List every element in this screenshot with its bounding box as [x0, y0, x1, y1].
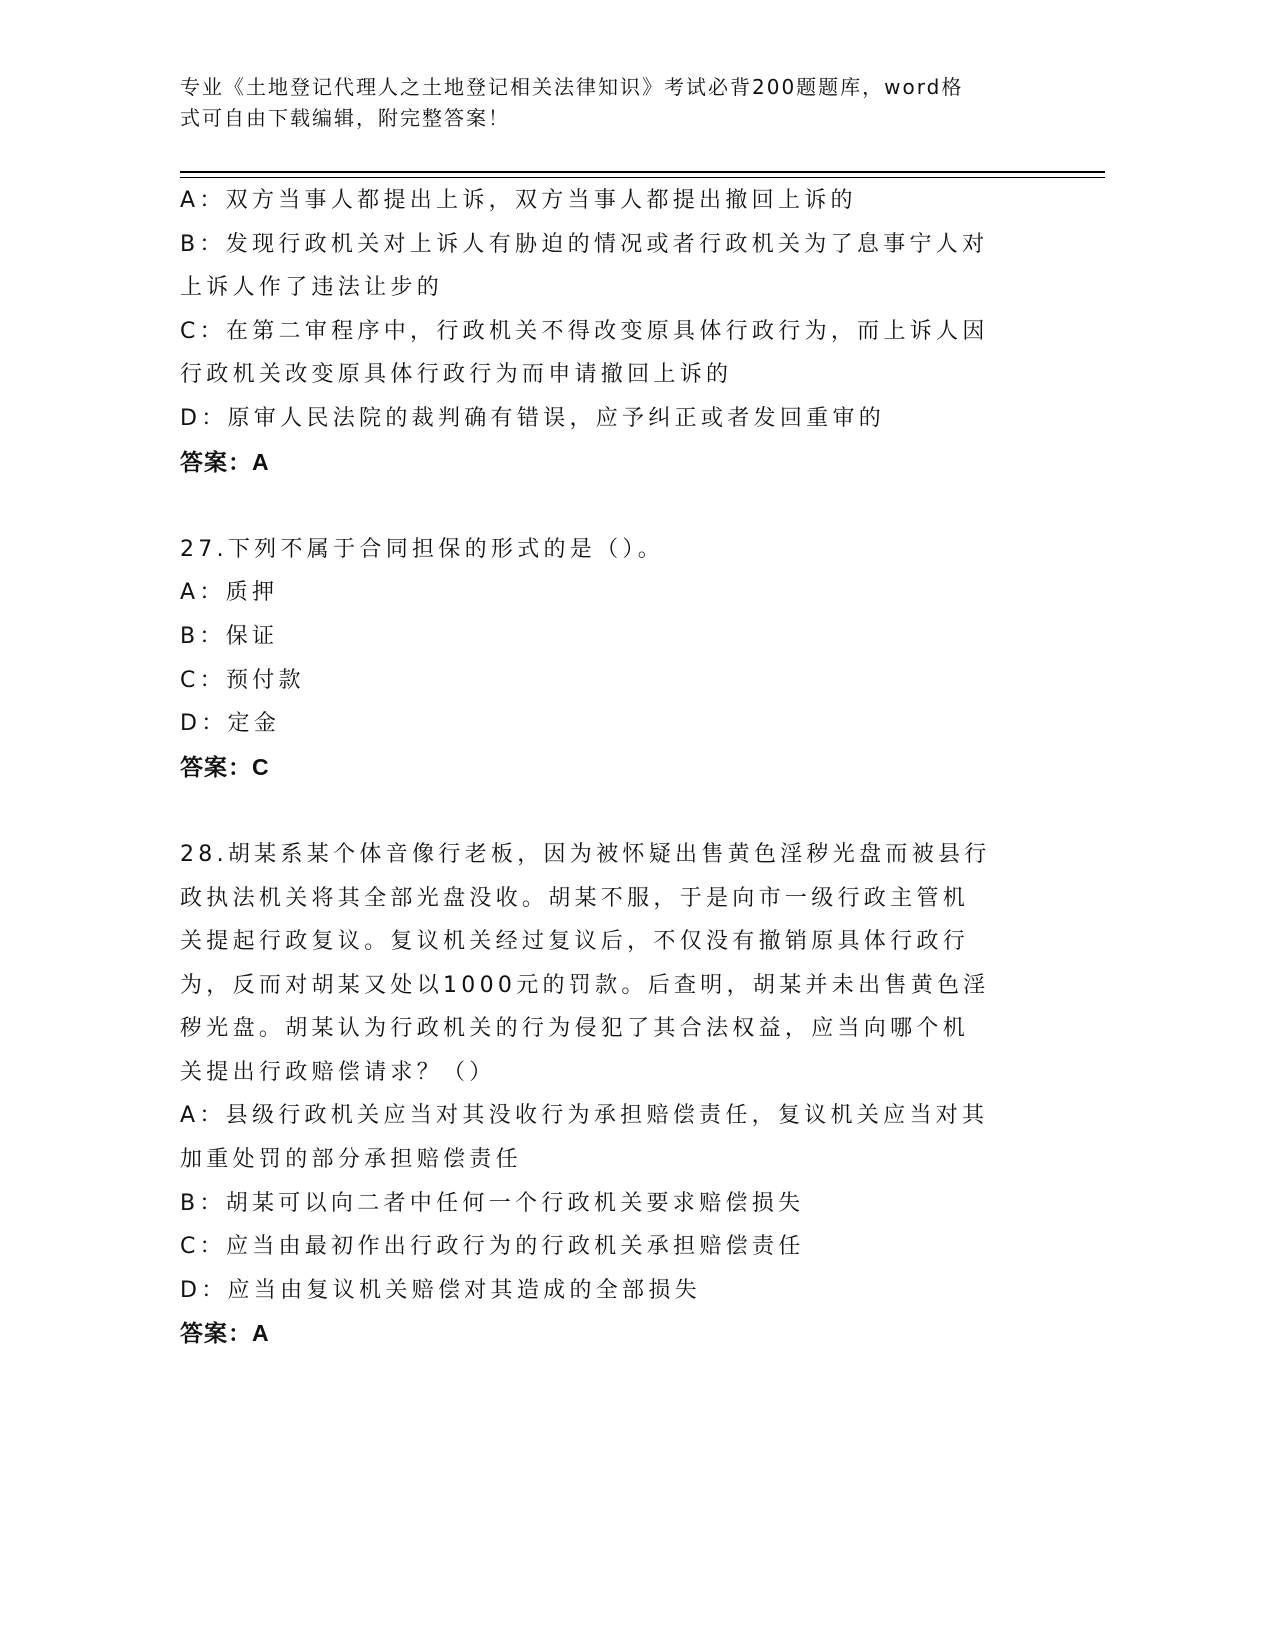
option-line: C：预付款 — [180, 667, 305, 693]
option-line: B：保证 — [180, 623, 279, 649]
question-text: 政执法机关将其全部光盘没收。胡某不服，于是向市一级行政主管机 — [180, 885, 970, 911]
option-line: A：双方当事人都提出上诉，双方当事人都提出撤回上诉的 — [180, 188, 857, 213]
title-line: 式可自由下载编辑，附完整答案！ — [180, 106, 510, 130]
question-26-options — [180, 179, 1080, 484]
question-text: 关提出行政赔偿请求？（） — [180, 1059, 496, 1085]
answer: 答案：A — [180, 448, 270, 475]
question-text: 关提起行政复议。复议机关经过复议后，不仅没有撤销原具体行政行 — [180, 929, 970, 955]
option-line: D：原审人民法院的裁判确有错误，应予纠正或者发回重审的 — [180, 405, 886, 431]
document-body — [180, 179, 1080, 1356]
option-line: B：发现行政机关对上诉人有胁迫的情况或者行政机关为了息事宁人对 — [180, 231, 989, 257]
option-line: 上诉人作了违法让步的 — [180, 275, 444, 301]
option-line: D：应当由复议机关赔偿对其造成的全部损失 — [180, 1277, 701, 1303]
question-text: 秽光盘。胡某认为行政机关的行为侵犯了其合法权益，应当向哪个机 — [180, 1016, 970, 1042]
double-rule-bottom — [180, 177, 1105, 178]
question-27 — [180, 528, 1080, 790]
option-line: B：胡某可以向二者中任何一个行政机关要求赔偿损失 — [180, 1190, 805, 1216]
option-line: 行政机关改变原具体行政行为而申请撤回上诉的 — [180, 362, 733, 388]
question-28 — [180, 833, 1080, 1356]
option-line: A：县级行政机关应当对其没收行为承担赔偿责任，复议机关应当对其 — [180, 1103, 989, 1129]
title-line: 专业《土地登记代理人之土地登记相关法律知识》考试必背200题题库，word格 — [180, 75, 964, 99]
answer: 答案：A — [180, 1320, 270, 1347]
double-rule-top — [180, 171, 1105, 173]
question-text: 28.胡某系某个体音像行老板，因为被怀疑出售黄色淫秽光盘而被县行 — [180, 841, 991, 867]
option-line: C：应当由最初作出行政行为的行政机关承担赔偿责任 — [180, 1234, 805, 1260]
option-line: C：在第二审程序中，行政机关不得改变原具体行政行为，而上诉人因 — [180, 318, 989, 344]
option-line: 加重处罚的部分承担赔偿责任 — [180, 1147, 522, 1173]
option-line: A：质押 — [180, 580, 279, 606]
question-text: 为，反而对胡某又处以1000元的罚款。后查明，胡某并未出售黄色淫 — [180, 972, 990, 998]
option-line: D：定金 — [180, 711, 281, 737]
document-title — [180, 72, 1040, 134]
answer: 答案：C — [180, 753, 270, 780]
question-text: 27.下列不属于合同担保的形式的是（）。 — [180, 536, 664, 562]
